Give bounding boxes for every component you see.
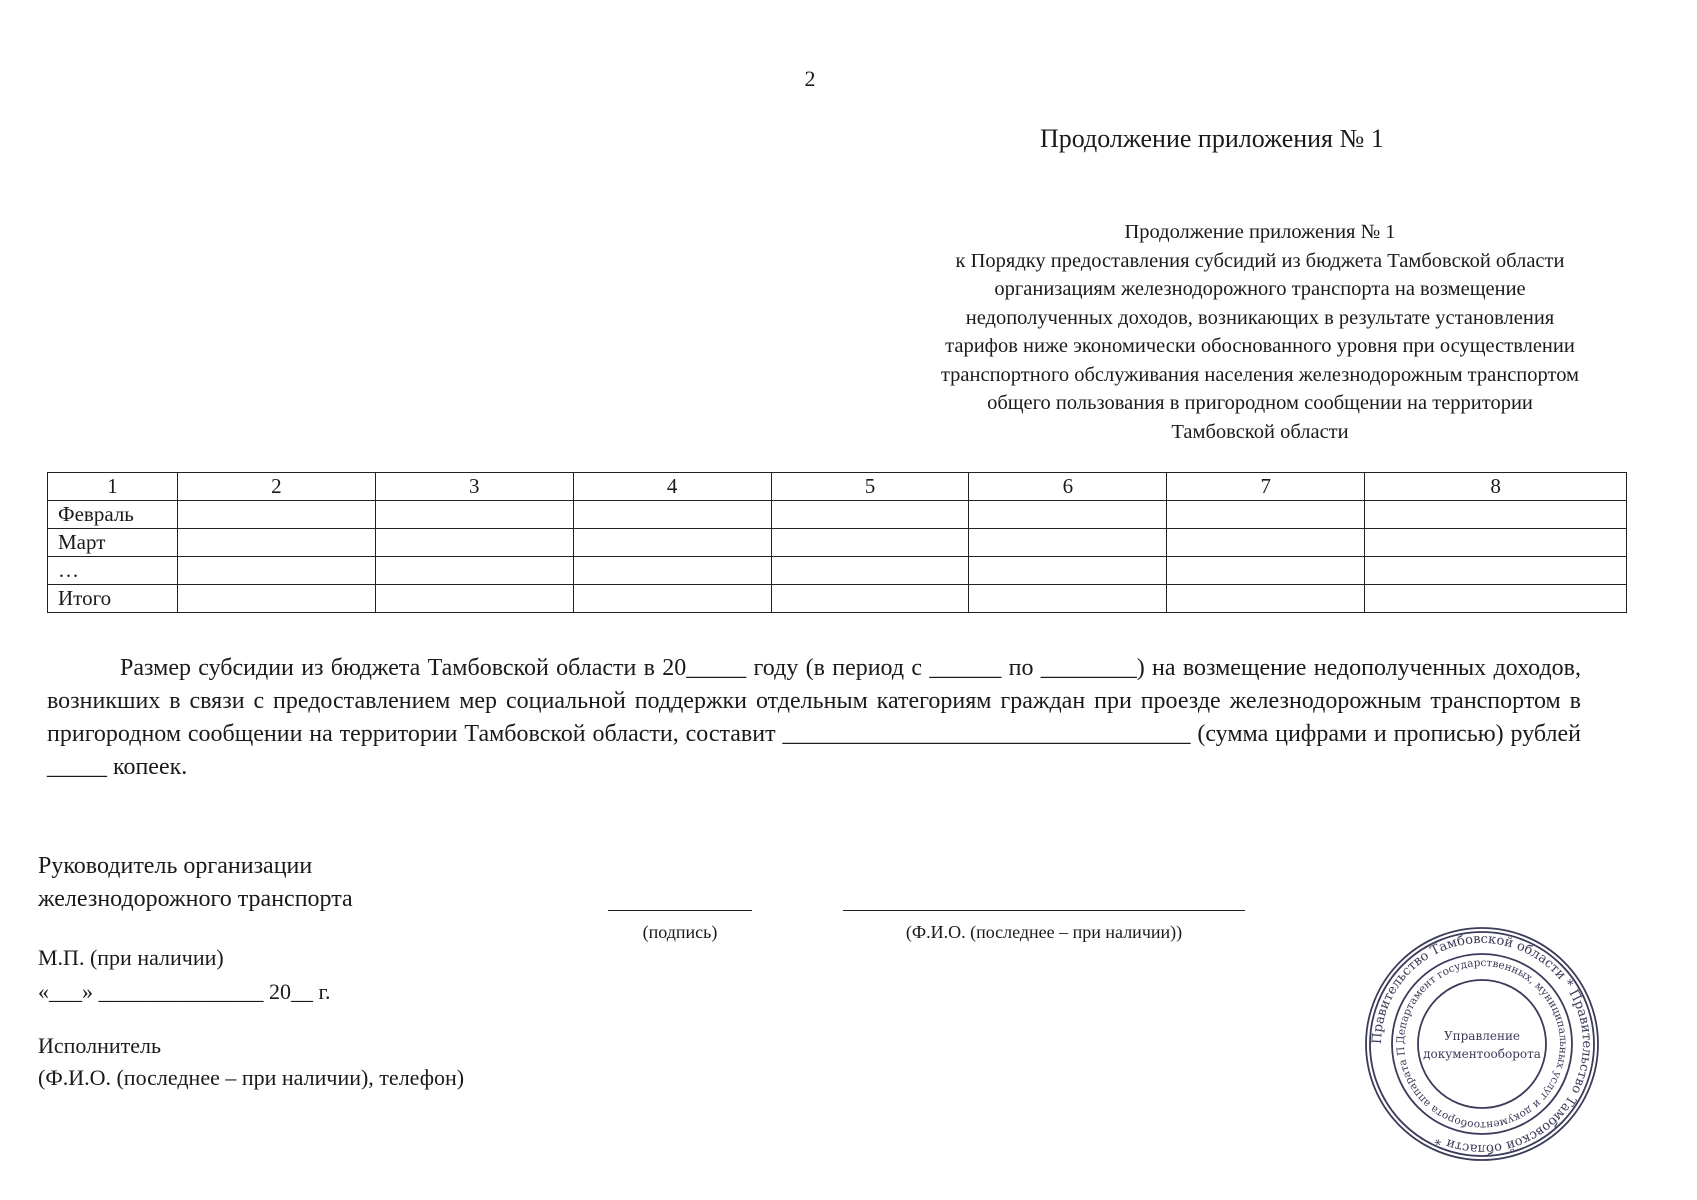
row-label: Февраль xyxy=(48,501,178,529)
table-cell xyxy=(969,557,1167,585)
stamp-middle-text: Департамент государственных, муниципальных услуг и документооборота аппарата П xyxy=(1394,956,1570,1132)
paragraph-text-end: (сумма цифрами и прописью) рублей _____ копеек. xyxy=(47,721,1581,780)
table-cell xyxy=(375,529,573,557)
paragraph-text: Размер субсидии из бюджета Тамбовской области в 20_____ году (в период с ______ по ________) на возмещение недополученных доходов, возникших в связи с предоставлением мер социальной поддержки отдельным категориям граждан при проезде железнодорожным транспортом в пригородном сообщении на территории Тамбовской области, составит xyxy=(47,655,1581,747)
signature-line xyxy=(608,910,752,911)
table-cell xyxy=(573,585,771,613)
table-cell xyxy=(969,529,1167,557)
table-cell xyxy=(573,557,771,585)
table-cell xyxy=(1167,585,1365,613)
stamp-outer-text: Правительство Тамбовской области * Правительство Тамбовской области * xyxy=(1369,931,1595,1157)
column-header: 2 xyxy=(177,473,375,501)
subsidy-table xyxy=(47,472,1627,613)
table-cell xyxy=(771,501,969,529)
table-cell xyxy=(1167,529,1365,557)
executor-block xyxy=(38,1030,464,1094)
table-cell xyxy=(771,585,969,613)
table-row xyxy=(48,501,1627,529)
column-header: 3 xyxy=(375,473,573,501)
name-line xyxy=(843,910,1245,911)
page-title: Продолжение приложения № 1 xyxy=(1040,124,1384,153)
column-header: 4 xyxy=(573,473,771,501)
table-row xyxy=(48,529,1627,557)
role-line: Руководитель организации xyxy=(38,853,313,879)
official-stamp xyxy=(1362,924,1602,1164)
heading-line: тарифов ниже экономически обоснованного уровня при осуществлении xyxy=(945,335,1575,357)
heading-line: Продолжение приложения № 1 xyxy=(1124,221,1396,243)
page-number: 2 xyxy=(804,66,816,91)
row-label: Итого xyxy=(48,585,178,613)
heading-line: организациям железнодорожного транспорта на возмещение xyxy=(994,278,1526,300)
appendix-heading xyxy=(860,218,1660,440)
table-cell xyxy=(969,501,1167,529)
table-cell xyxy=(573,501,771,529)
table-cell xyxy=(177,557,375,585)
table-cell xyxy=(1167,557,1365,585)
table-cell xyxy=(375,585,573,613)
table-cell xyxy=(1365,529,1627,557)
table-cell xyxy=(1365,501,1627,529)
heading-line: к Порядку предоставления субсидий из бюджета Тамбовской области xyxy=(955,249,1565,272)
table-cell xyxy=(969,585,1167,613)
table-cell xyxy=(177,501,375,529)
table-cell xyxy=(177,585,375,613)
table-cell xyxy=(771,529,969,557)
executor-label: Исполнитель xyxy=(38,1033,162,1058)
stamp-center-line: Управление xyxy=(1443,1029,1521,1043)
stamp-center-line: документооборота xyxy=(1423,1047,1541,1061)
table-cell xyxy=(573,529,771,557)
table-cell xyxy=(375,557,573,585)
heading-line: транспортного обслуживания населения железнодорожным транспортом xyxy=(940,363,1580,386)
table-cell xyxy=(375,501,573,529)
subsidy-paragraph xyxy=(47,652,1581,784)
name-caption: (Ф.И.О. (последнее – при наличии)) xyxy=(905,922,1183,942)
column-header: 8 xyxy=(1365,473,1627,501)
table-header-row xyxy=(48,473,1627,501)
signatory-role xyxy=(38,850,353,916)
heading-line: Тамбовской области xyxy=(1171,420,1349,440)
column-header: 7 xyxy=(1167,473,1365,501)
amount-blank: __________________________________ xyxy=(782,721,1191,747)
stamp-place-label: М.П. (при наличии) xyxy=(38,945,224,970)
executor-details: (Ф.И.О. (последнее – при наличии), телефон) xyxy=(38,1065,465,1090)
table-cell xyxy=(1365,585,1627,613)
table-cell xyxy=(1365,557,1627,585)
column-header: 5 xyxy=(771,473,969,501)
heading-line: недополученных доходов, возникающих в результате установления xyxy=(965,306,1555,329)
column-header: 1 xyxy=(48,473,178,501)
heading-line: общего пользования в пригородном сообщении на территории xyxy=(987,392,1533,414)
stamp-place xyxy=(38,941,331,1009)
table-row xyxy=(48,557,1627,585)
role-line: железнодорожного транспорта xyxy=(38,886,353,912)
date-line: «___» _______________ 20__ г. xyxy=(38,979,331,1004)
table-row xyxy=(48,585,1627,613)
table-cell xyxy=(177,529,375,557)
signature-caption: (подпись) xyxy=(642,922,718,942)
column-header: 6 xyxy=(969,473,1167,501)
table-cell xyxy=(771,557,969,585)
table-cell xyxy=(1167,501,1365,529)
row-label: … xyxy=(48,557,178,585)
stamp-seal-icon xyxy=(1362,924,1602,1164)
row-label: Март xyxy=(48,529,178,557)
